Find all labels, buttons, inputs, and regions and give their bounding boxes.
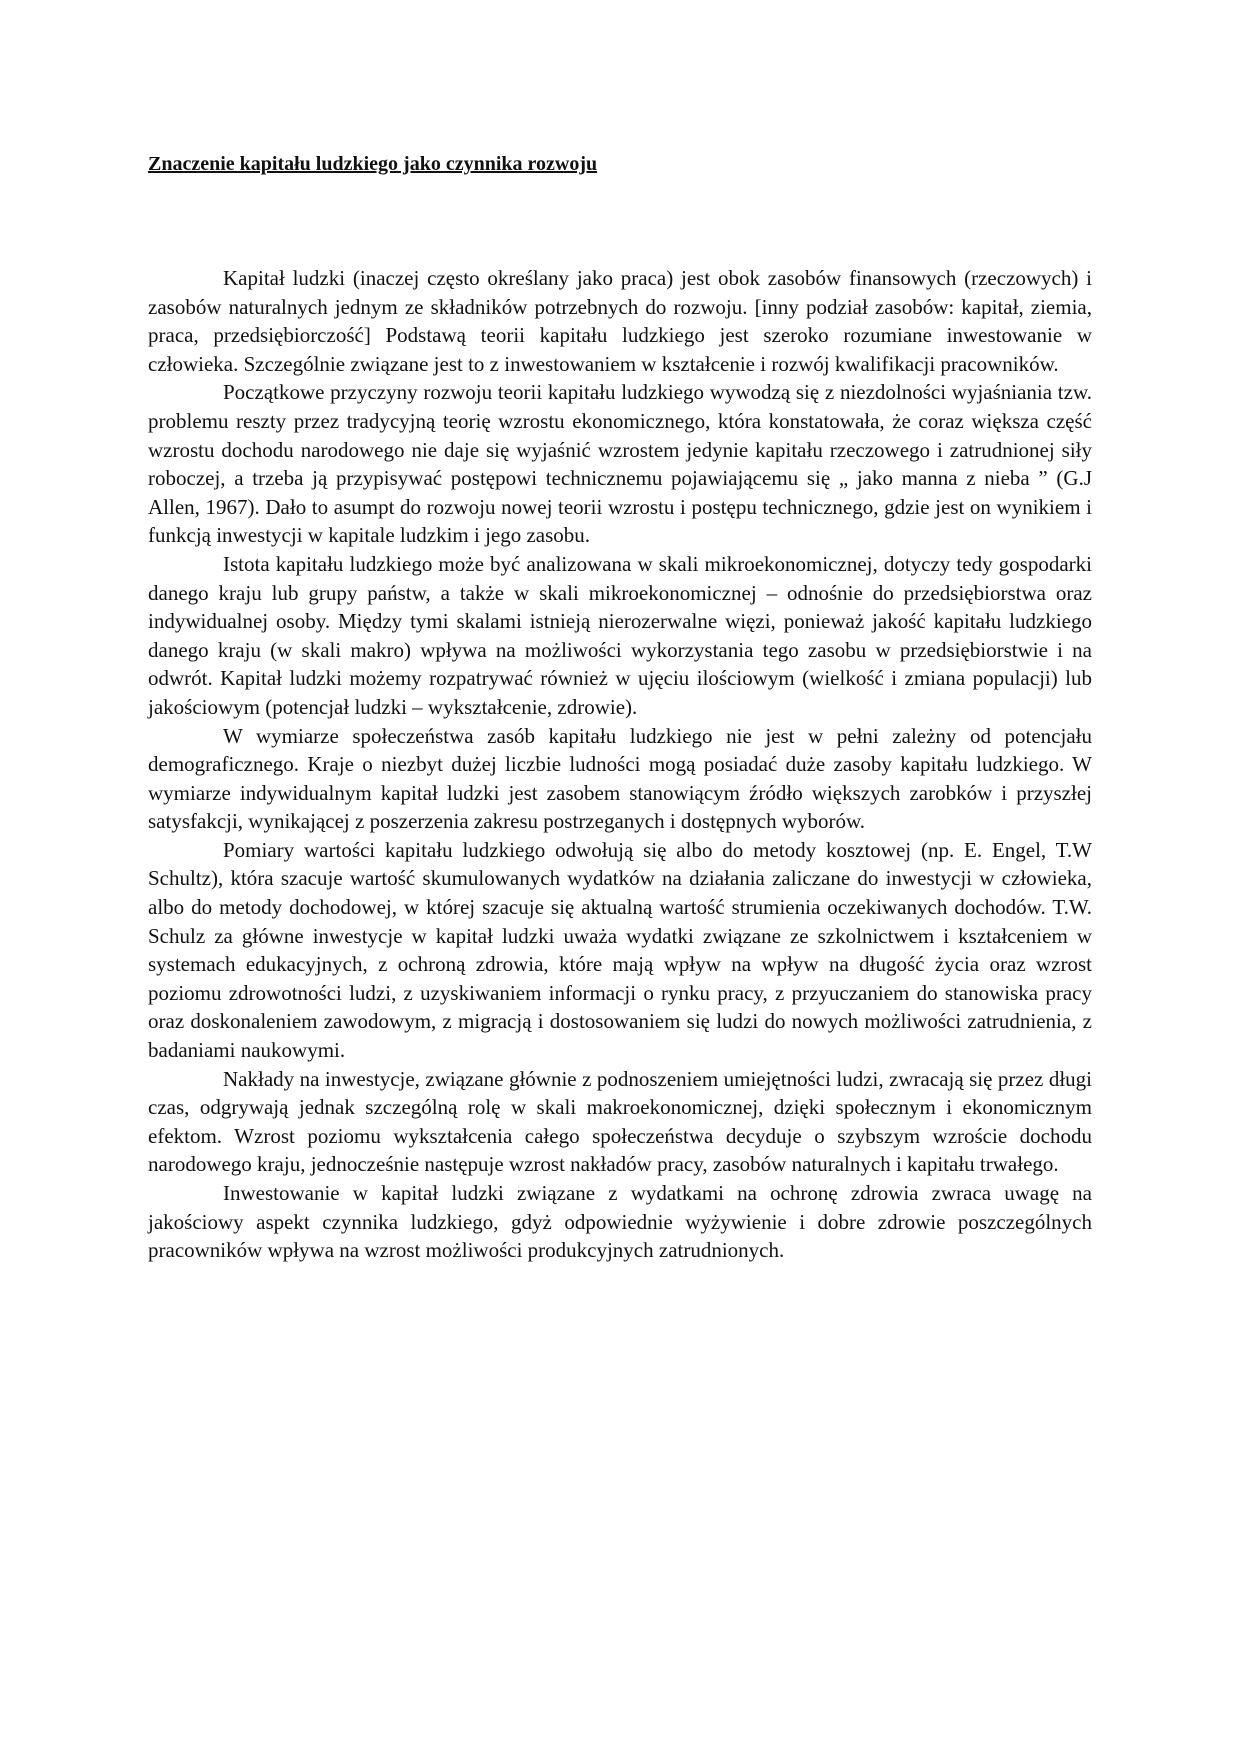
document-title: Znaczenie kapitału ludzkiego jako czynnika rozwoju <box>148 153 598 175</box>
paragraph-scales-of-analysis: Istota kapitału ludzkiego może być analizowana w skali mikroekonomicznej, dotyczy tedy gospodarki danego kraju lub grupy państw, a także w skali mikroekonomicznej – odnośnie do przedsiębiorstwa oraz indywidualnej osoby. Między tymi skalami istnieją nierozerwalne więzi, ponieważ jakość kapitału ludzkiego danego kraju (w skali makro) wpływa na możliwości wykorzystania tego zasobu w przedsiębiorstwie i na odwrót. Kapitał ludzki możemy rozpatrywać również w ujęciu ilościowym (wielkość i zmiana populacji) lub jakościowym (potencjał ludzki – wykształcenie, zdrowie). <box>148 551 1092 719</box>
paragraph-human-capital-definition: Kapitał ludzki (inaczej często określany jako praca) jest obok zasobów finansowych (rzeczowych) i zasobów naturalnych jednym ze składników potrzebnych do rozwoju. [inny podział zasobów: kapitał, ziemia, praca, przedsiębiorczość] Podstawą teorii kapitału ludzkiego jest szeroko rozumiane inwestowanie w człowieka. Szczególnie związane jest to z inwestowaniem w kształcenie i rozwój kwalifikacji pracowników. <box>148 266 1092 376</box>
paragraph-societal-dimension: W wymiarze społeczeństwa zasób kapitału ludzkiego nie jest w pełni zależny od potencjału demograficznego. Kraje o niezbyt dużej liczbie ludności mogą posiadać duże zasoby kapitału ludzkiego. W wymiarze indywidualnym kapitał ludzki jest zasobem stanowiącym źródło większych zarobków i przyszłej satysfakcji, wynikającej z poszerzenia zakresu postrzeganych i dostępnych wyborów. <box>148 723 1092 834</box>
paragraph-measurement-methods: Pomiary wartości kapitału ludzkiego odwołują się albo do metody kosztowej (np. E. Engel, T.W Schultz), która szacuje wartość skumulowanych wydatków na działania zaliczane do inwestycji w człowieka, albo do metody dochodowej, w której szacuje się aktualną wartość strumienia oczekiwanych dochodów. T.W. Schulz za główne inwestycje w kapitał ludzki uważa wydatki związane ze szkolnictwem i kształceniem w systemach edukacyjnych, z ochroną zdrowia, które mają wpływ na wpływ na długość życia oraz wzrost poziomu zdrowotności ludzi, z uzyskiwaniem informacji o rynku pracy, z przyuczaniem do stanowiska pracy oraz doskonaleniem zawodowym, z migracją i dostosowaniem się ludzi do nowych możliwości zatrudnienia, z badaniami naukowymi. <box>148 837 1092 1063</box>
document-body <box>148 264 1092 1265</box>
paragraph-theory-origins: Początkowe przyczyny rozwoju teorii kapitału ludzkiego wywodzą się z niezdolności wyjaśniania tzw. problemu reszty przez tradycyjną teorię wzrostu ekonomicznego, która konstatowała, że coraz większa część wzrostu dochodu narodowego nie daje się wyjaśnić wzrostem jedynie kapitału rzeczowego i zatrudnionej siły roboczej, a trzeba ją przypisywać postępowi technicznemu pojawiającemu się „ jako manna z nieba ” (G.J Allen, 1967). Dało to asumpt do rozwoju nowej teorii wzrostu i postępu technicznego, gdzie jest on wynikiem i funkcją inwestycji w kapitale ludzkim i jego zasobu. <box>148 380 1092 548</box>
paragraph-health-investment: Inwestowanie w kapitał ludzki związane z wydatkami na ochronę zdrowia zwraca uwagę na jakościowy aspekt czynnika ludzkiego, gdyż odpowiednie wyżywienie i dobre zdrowie poszczególnych pracowników wpływa na wzrost możliwości produkcyjnych zatrudnionych. <box>148 1181 1092 1263</box>
paragraph-investment-returns: Nakłady na inwestycje, związane głównie z podnoszeniem umiejętności ludzi, zwracają się przez długi czas, odgrywają jednak szczególną rolę w skali makroekonomicznej, dzięki społecznym i ekonomicznym efektom. Wzrost poziomu wykształcenia całego społeczeństwa decyduje o szybszym wzroście dochodu narodowego kraju, jednocześnie następuje wzrost nakładów pracy, zasobów naturalnych i kapitału trwałego. <box>148 1066 1092 1177</box>
